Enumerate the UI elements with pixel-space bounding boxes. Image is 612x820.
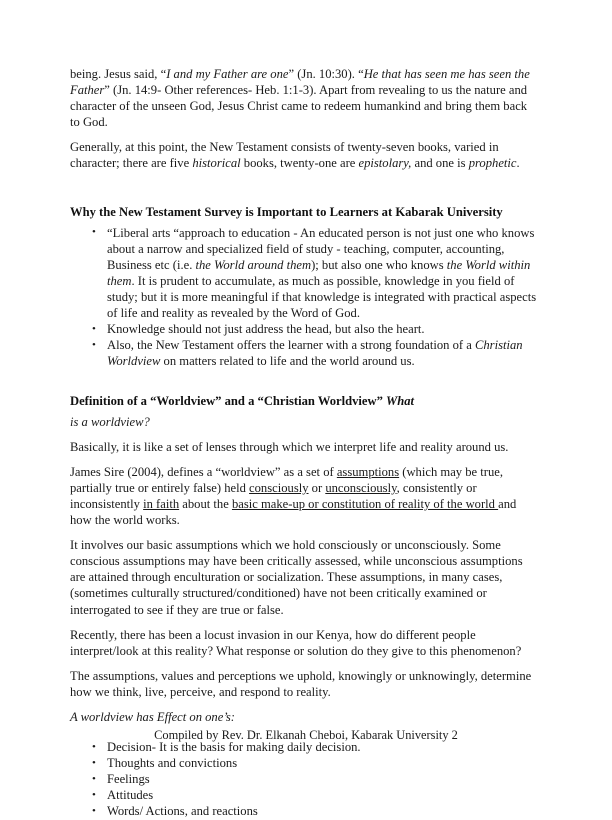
- list-item: [70, 337, 540, 369]
- bullet1-seg2: ); but also one who knows: [311, 257, 447, 272]
- list-item: [70, 321, 540, 337]
- para1-seg1: being. Jesus said, “: [70, 67, 167, 81]
- paragraph-locust-invasion: Recently, there has been a locust invasion in our Kenya, how do different people interpret/look at this reality? What response or solution do they give to this phenomenon?: [70, 627, 522, 658]
- importance-bullet-list: [70, 225, 540, 370]
- lead-in-worldview-effect: A worldview has Effect on one’s:: [70, 710, 235, 724]
- sire-seg6: and how the world works.: [70, 496, 517, 528]
- para2-seg4: .: [516, 156, 520, 171]
- para2-ital2: epistolary,: [358, 156, 412, 171]
- bullet1-seg3: . It is prudent to accumulate, as much as possible, knowledge in you field of study; but it is more meaningful if that knowledge is integrated with practical aspects of life and reality as revealed by the Word of God.: [107, 273, 537, 321]
- bullet3-ital1: Christian Worldview: [107, 338, 523, 369]
- heading-importance: Why the New Testament Survey is Important to Learners at Kabarak University: [70, 204, 503, 219]
- sire-seg3: or: [308, 480, 326, 495]
- sire-seg1: James Sire (2004), defines a “worldview” as a set of: [70, 464, 337, 479]
- sire-und1: assumptions: [336, 464, 400, 479]
- para2-seg3: and one is: [411, 156, 469, 171]
- bullet2-seg1: Knowledge should not just address the head, but also the heart.: [107, 322, 425, 337]
- bullet1-ital2: the World within them: [107, 257, 531, 288]
- sire-seg4: , consistently or inconsistently: [70, 480, 477, 511]
- effect-bullet-list: [70, 739, 540, 819]
- list-item: [70, 771, 540, 787]
- page-content: [70, 66, 540, 820]
- bullet1-seg1: “Liberal arts “approach to education - An educated person is not just one who knows about a narrow and specialized field of study - teaching, computer, accounting, Business etc (i.e.: [107, 225, 535, 272]
- list-item: [70, 225, 540, 322]
- paragraph-assumptions-values: The assumptions, values and perceptions we uphold, knowingly or unknowingly, determine how we think, live, perceive, and respond to reality.: [70, 668, 532, 699]
- para1-quote2: He that has seen me has seen the Father: [70, 67, 530, 98]
- effect-bullet-4: Words/ Actions, and reactions: [107, 804, 258, 819]
- para2-seg1: Generally, at this point, the New Testament consists of twenty-seven books, varied in character; there are five: [70, 140, 499, 171]
- paragraph-generally: [70, 139, 540, 171]
- para1-seg3: ” (Jn. 14:9- Other references- Heb. 1:1-3). Apart from revealing to us the nature and character of the unseen God, Jesus Christ came to redeem humankind and bring them back to God.: [70, 83, 528, 130]
- effect-bullet-3: Attitudes: [107, 788, 154, 803]
- spacer-before-importance-heading: [70, 181, 540, 204]
- para2-ital1: historical: [192, 156, 241, 171]
- effect-bullet-1: Thoughts and convictions: [107, 756, 238, 771]
- list-item: [70, 755, 540, 771]
- sire-und4: in faith: [143, 496, 180, 511]
- sire-seg5: about the: [179, 496, 232, 511]
- para1-quote1: I and my Father are one: [166, 67, 289, 81]
- para2-ital3: prophetic: [468, 156, 517, 171]
- list-item: [70, 787, 540, 803]
- heading-worldview-definition: [70, 393, 540, 409]
- paragraph-jesus-said: [70, 66, 540, 130]
- paragraph-basically: Basically, it is like a set of lenses through which we interpret life and reality around us.: [70, 439, 509, 454]
- paragraph-it-involves: It involves our basic assumptions which we hold consciously or unconsciously. Some conscious assumptions may have been critically assessed, while unconscious assumptions are attained through enculturation or socialization. These assumptions, in many cases, (sometimes culturally structured/conditioned) have not been critically examined or interrogated to see if they are true or false.: [70, 538, 523, 617]
- subheading-is-a-worldview: is a worldview?: [70, 414, 150, 429]
- list-item: [70, 803, 540, 819]
- sire-seg2: (which may be true, partially true or entirely false) held: [70, 464, 503, 495]
- bullet1-ital1: the World around them: [195, 257, 312, 272]
- para2-seg2: books, twenty-one are: [240, 156, 359, 171]
- sire-und5: basic make-up or constitution of reality of the world: [231, 496, 499, 511]
- spacer-before-worldview-heading: [70, 370, 540, 393]
- bullet3-seg1: Also, the New Testament offers the learner with a strong foundation of a: [107, 338, 475, 353]
- sire-und2: consciously: [249, 480, 309, 495]
- para1-seg2: ” (Jn. 10:30). “: [288, 67, 364, 81]
- bullet3-seg2: on matters related to life and the world around us.: [160, 354, 415, 369]
- page-footer: Compiled by Rev. Dr. Elkanah Cheboi, Kabarak University 2: [154, 728, 458, 742]
- worldview-heading-bold: Definition of a “Worldview” and a “Christian Worldview”: [70, 393, 387, 408]
- worldview-heading-italic: What: [386, 393, 415, 408]
- paragraph-james-sire: [70, 464, 540, 528]
- effect-bullet-2: Feelings: [107, 772, 150, 787]
- sire-und3: unconsciously: [325, 480, 397, 495]
- effect-bullet-0: Decision- It is the basis for making daily decision.: [107, 740, 361, 755]
